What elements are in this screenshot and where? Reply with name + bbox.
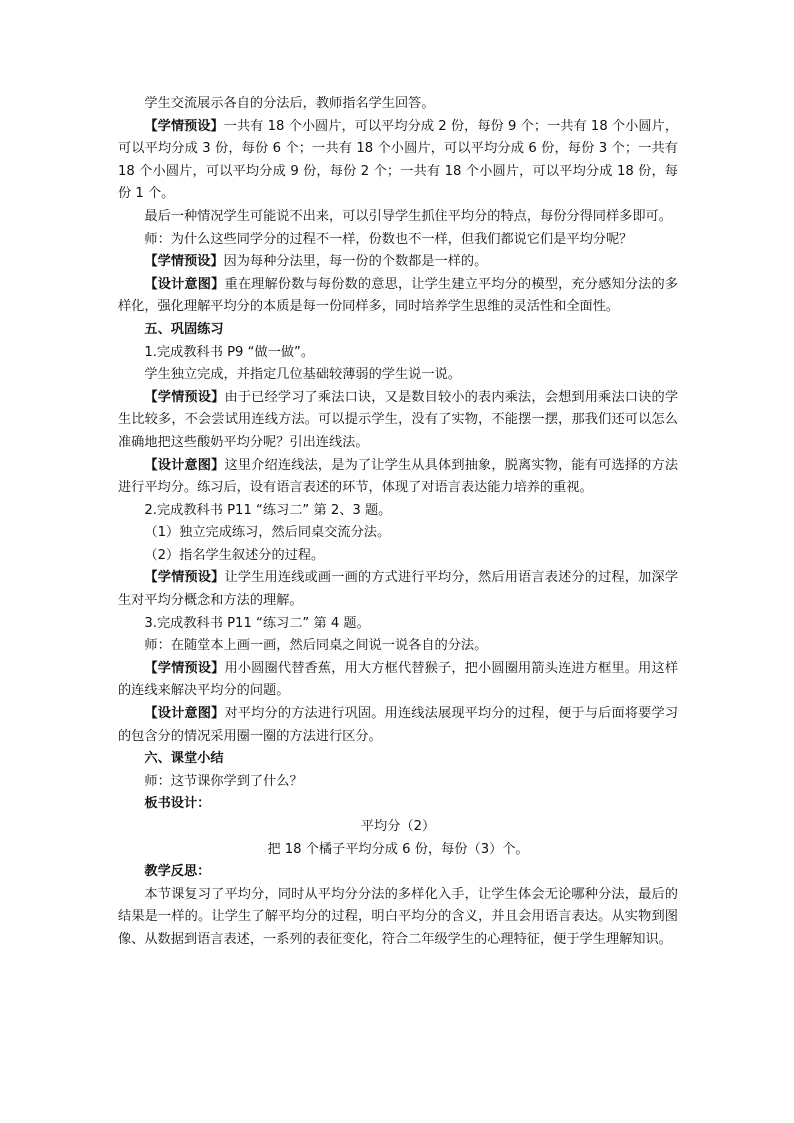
paragraph-teacher-summary bbox=[118, 771, 678, 794]
paragraph-text: 本节课复习了平均分，同时从平均分分法的多样化入手，让学生体会无论哪种分法，最后的结果是一样的。让学生了解平均分的过程，明白平均分的含义，并且会用语言表达。从实物到图像、从数据到语言表述，一系列的表征变化，符合二年级学生的心理特征，便于学生理解知识。 bbox=[118, 886, 678, 947]
paragraph-text: 让学生用连线或画一画的方式进行平均分，然后用语言表述分的过程，加深学生对平均分概念和方法的理解。 bbox=[118, 570, 679, 609]
section-heading-board: 板书设计： bbox=[144, 796, 211, 812]
paragraph-text: 用小圆圈代替香蕉，用大方框代替猴子，把小圆圈用箭头连进方框里。用这样的连线来解决平均分的问题。 bbox=[118, 660, 679, 699]
exercise-2-step-1 bbox=[118, 522, 678, 545]
paragraph-text: 对平均分的方法进行巩固。用连线法展现平均分的过程，便于与后面将要学习的包含分的情况采用圈一圈的方法进行区分。 bbox=[118, 706, 679, 744]
paragraph-text: 学生独立完成，并指定几位基础较薄弱的学生说一说。 bbox=[144, 367, 461, 383]
board-title: 平均分（2） bbox=[360, 819, 436, 834]
paragraph-text: 师：这节课你学到了什么？ bbox=[144, 773, 303, 789]
paragraph-intent-3 bbox=[118, 703, 678, 748]
paragraph-intro bbox=[118, 93, 678, 116]
paragraph-text: 最后一种情况学生可能说不出来，可以引导学生抓住平均分的特点，每份分得同样多即可。 bbox=[144, 208, 672, 224]
tag-label: 【设计意图】 bbox=[144, 276, 225, 292]
paragraph-preset-5 bbox=[118, 658, 678, 703]
exercise-2-step-2 bbox=[118, 545, 678, 568]
section-heading-practice: 五、巩固练习 bbox=[144, 321, 224, 337]
tag-label: 【学情预设】 bbox=[144, 118, 224, 134]
tag-label: 【学情预设】 bbox=[144, 389, 225, 405]
paragraph-text: 2.完成教科书 P11 “练习二” 第 2、3 题。 bbox=[144, 502, 392, 518]
paragraph-independent bbox=[118, 364, 678, 387]
paragraph-reflection bbox=[118, 884, 678, 952]
exercise-3 bbox=[118, 613, 678, 636]
paragraph-text: 重在理解份数与每份数的意思，让学生建立平均分的模型，充分感知分法的多样化，强化理解平均分的本质是每一份同样多，同时培养学生思维的灵活性和全面性。 bbox=[118, 276, 679, 315]
tag-label: 【学情预设】 bbox=[144, 660, 225, 676]
paragraph-teacher-question bbox=[118, 229, 678, 252]
section-heading-reflection: 教学反思： bbox=[144, 864, 211, 880]
document-page bbox=[118, 93, 678, 952]
paragraph-text: 学生交流展示各自的分法后，教师指名学生回答。 bbox=[144, 96, 435, 111]
paragraph-intent-1 bbox=[118, 274, 678, 319]
tag-label: 【设计意图】 bbox=[144, 457, 225, 473]
paragraph-text: 师：为什么这些同学分的过程不一样，份数也不一样，但我们都说它们是平均分呢？ bbox=[144, 231, 633, 247]
paragraph-text: （2）指名学生叙述分的过程。 bbox=[144, 547, 325, 563]
exercise-1 bbox=[118, 342, 678, 365]
tag-label: 【学情预设】 bbox=[144, 254, 224, 270]
exercise-2 bbox=[118, 500, 678, 523]
section-heading-summary: 六、课堂小结 bbox=[144, 751, 224, 767]
paragraph-text: 这里介绍连线法，是为了让学生从具体到抽象，脱离实物，能有可选择的方法进行平均分。练习后，设有语言表述的环节，体现了对语言表达能力培养的重视。 bbox=[118, 457, 679, 496]
tag-label: 【设计意图】 bbox=[144, 706, 225, 722]
tag-label: 【学情预设】 bbox=[144, 570, 225, 586]
paragraph-text: 因为每种分法里，每一份的个数都是一样的。 bbox=[223, 254, 488, 270]
paragraph-note bbox=[118, 206, 678, 229]
paragraph-teacher-draw bbox=[118, 635, 678, 658]
paragraph-preset-3 bbox=[118, 387, 678, 455]
paragraph-text: 3.完成教科书 P11 “练习二” 第 4 题。 bbox=[144, 615, 370, 631]
paragraph-preset-2 bbox=[118, 251, 678, 274]
paragraph-preset-1 bbox=[118, 116, 678, 206]
paragraph-text: 由于已经学习了乘法口诀，又是数目较小的表内乘法，会想到用乘法口诀的学生比较多，不会尝试用连线方法。可以提示学生，没有了实物，不能摆一摆，那我们还可以怎么准确地把这些酸奶平均分呢？引出连线法。 bbox=[118, 389, 679, 450]
paragraph-intent-2 bbox=[118, 455, 678, 500]
board-content: 把 18 个橘子平均分成 6 份，每份（3）个。 bbox=[267, 841, 529, 857]
paragraph-text: 一共有 18 个小圆片，可以平均分成 2 份，每份 9 个；一共有 18 个小圆片，可以平均分成 3 份，每份 6 个；一共有 18 个小圆片，可以平均分成 6 份，每份 3 个；一共有 18 个小圆片，可以平均分成 9 份，每份 2 个；一共有 18 个小圆片，可以平均分成 18 份，每份 1 个。 bbox=[118, 118, 679, 202]
paragraph-text: 1.完成教科书 P9 “做一做”。 bbox=[144, 344, 315, 360]
paragraph-preset-4 bbox=[118, 567, 678, 612]
paragraph-text: 师：在随堂本上画一画，然后同桌之间说一说各自的分法。 bbox=[144, 638, 488, 654]
paragraph-text: （1）独立完成练习，然后同桌交流分法。 bbox=[144, 525, 391, 541]
